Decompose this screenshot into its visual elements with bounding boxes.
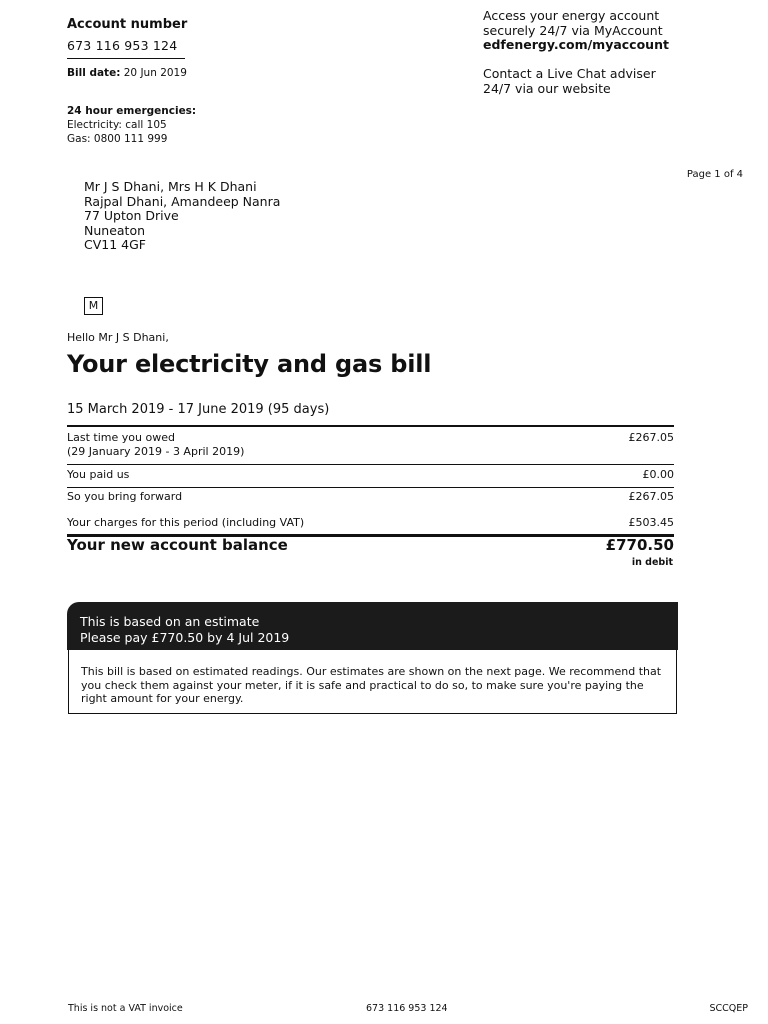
charges-value: £503.45 [628,516,674,529]
address-line: Rajpal Dhani, Amandeep Nanra [84,193,281,209]
bill-summary-table [67,425,674,537]
footer-account-number: 673 116 953 124 [366,1003,448,1014]
page-title: Your electricity and gas bill [67,350,432,378]
live-chat-info [483,67,656,96]
summary-row-owed [67,427,674,464]
account-number: 673 116 953 124 [67,38,178,53]
emergency-gas: Gas: 0800 111 999 [67,133,168,145]
balance-label: Your new account balance [67,536,288,554]
chat-line-2: 24/7 via our website [483,80,611,96]
emergency-electricity: Electricity: call 105 [67,119,167,131]
charges-label: Your charges for this period (including VAT) [67,516,305,529]
address-line: Nuneaton [84,222,146,238]
summary-row-forward [67,488,674,516]
customer-address [84,180,280,253]
estimate-notice-header [67,602,678,650]
estimate-pay-line: Please pay £770.50 by 4 Jul 2019 [80,630,290,645]
bill-date-value: 20 Jun 2019 [123,67,187,79]
online-access-info [483,9,669,53]
balance-status: in debit [631,557,673,568]
bill-date-label: Bill date: [67,67,121,79]
address-line: Mr J S Dhani, Mrs H K Dhani [84,179,257,194]
address-line: 77 Upton Drive [84,208,179,223]
footer-vat-note: This is not a VAT invoice [68,1003,183,1014]
emergency-heading: 24 hour emergencies: [67,105,197,117]
paid-label: You paid us [67,468,130,481]
owed-label: Last time you owed [67,431,175,444]
address-line: CV11 4GF [84,237,146,252]
summary-row-paid [67,465,674,487]
page-indicator: Page 1 of 4 [686,169,743,180]
greeting: Hello Mr J S Dhani, [67,331,169,344]
chat-line-1: Contact a Live Chat adviser [483,66,656,81]
paid-value: £0.00 [642,468,674,481]
forward-label: So you bring forward [67,490,183,503]
myaccount-link[interactable]: edfenergy.com/myaccount [483,37,669,52]
owed-value: £267.05 [628,431,674,444]
balance-value: £770.50 [605,536,674,554]
account-divider [67,58,185,59]
forward-value: £267.05 [628,490,674,503]
online-line-1: Access your energy account [483,8,660,23]
account-balance-row [67,536,674,554]
bill-date [67,67,187,79]
emergency-contacts [67,104,196,146]
online-line-2: securely 24/7 via MyAccount [483,22,663,38]
estimate-heading: This is based on an estimate [80,614,260,629]
billing-period: 15 March 2019 - 17 June 2019 (95 days) [67,402,330,417]
estimate-notice [67,602,678,714]
summary-row-charges [67,516,674,534]
account-number-label: Account number [67,17,188,32]
mail-marker-box: M [84,297,103,315]
estimate-notice-body: This bill is based on estimated readings. Our estimates are shown on the next page. We recommend that you check them against your meter, if it is safe and practical to do so, to make sure you're paying the right amount for your energy. [68,650,677,714]
owed-period: (29 January 2019 - 3 April 2019) [67,445,245,458]
owed-label-block [67,431,244,464]
footer-reference-code: SCCQEP [709,1003,748,1014]
